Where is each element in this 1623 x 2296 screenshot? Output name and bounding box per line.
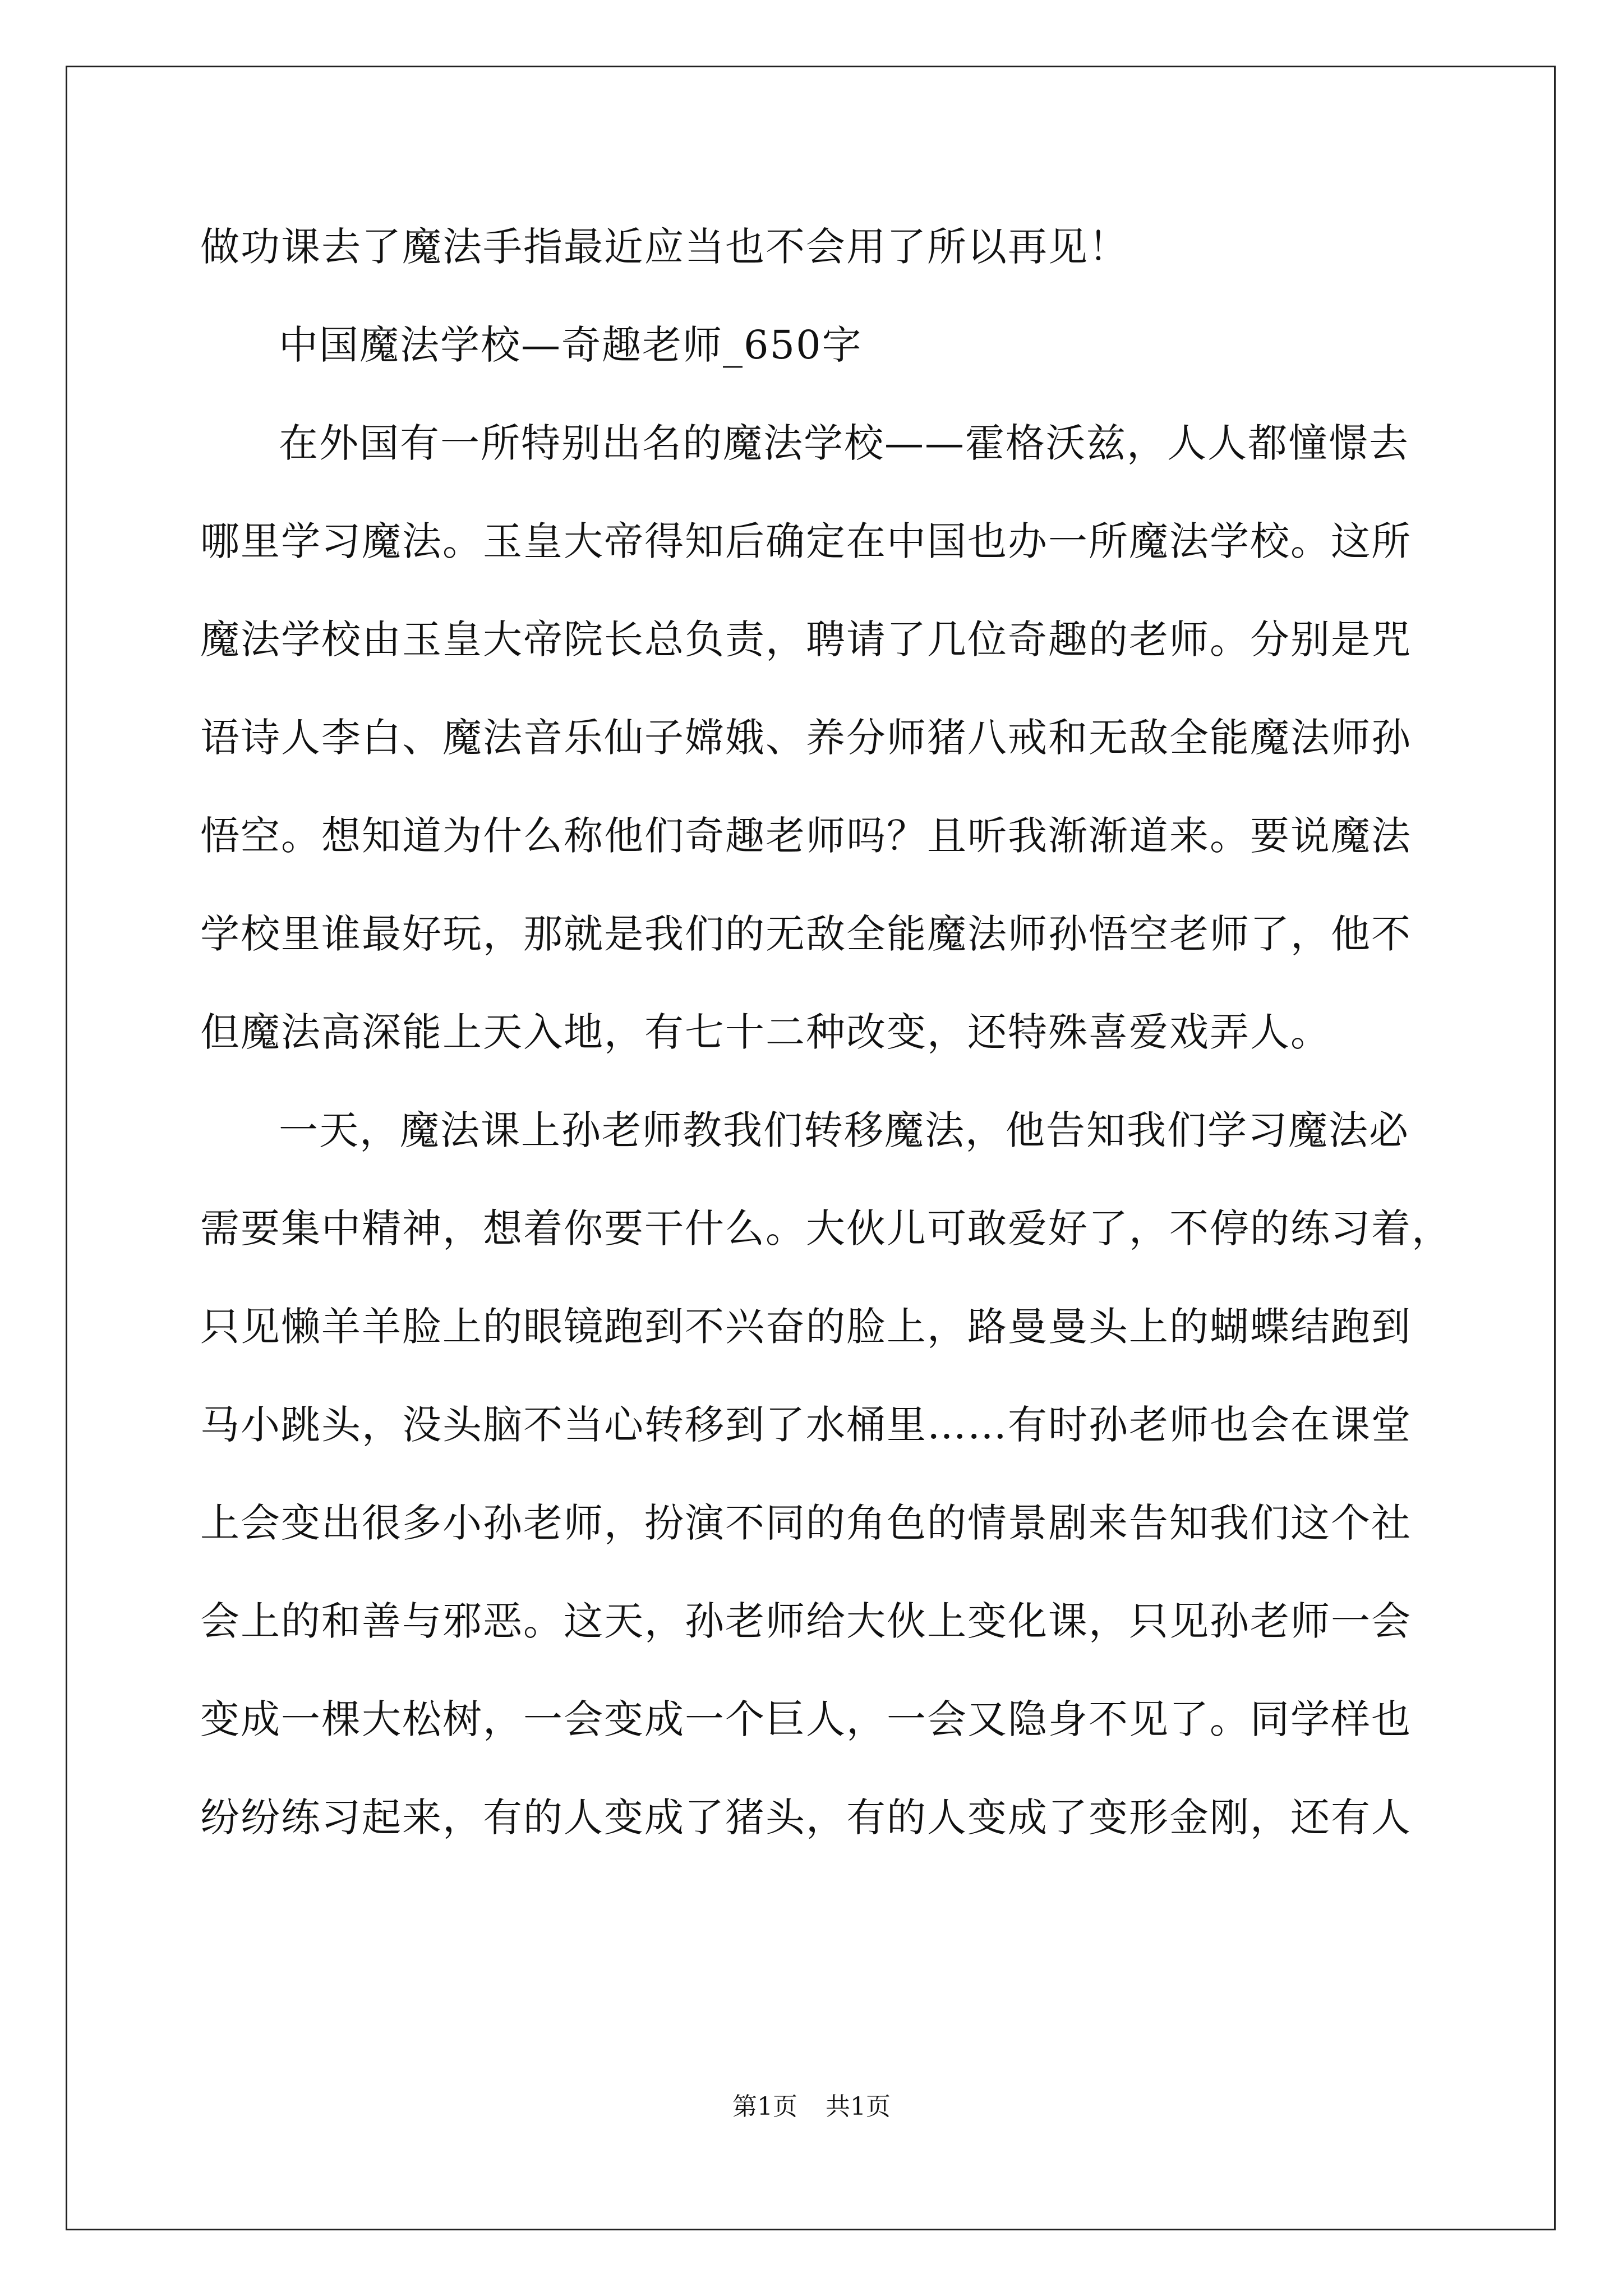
article-title: 中国魔法学校—奇趣老师_650字: [279, 322, 863, 368]
page-number-total: 共1页: [826, 2092, 891, 2121]
text-line: 需要集中精神，想着你要干什么。大伙儿可敢爱好了，不停的练习着，: [200, 1205, 1452, 1251]
text-line: 纷纷练习起来，有的人变成了猪头，有的人变成了变形金刚，还有人: [200, 1795, 1412, 1841]
text-line: 悟空。想知道为什么称他们奇趣老师吗？且听我渐渐道来。要说魔法: [200, 813, 1412, 859]
text-line: 只见懒羊羊脸上的眼镜跑到不兴奋的脸上，路曼曼头上的蝴蝶结跑到: [200, 1304, 1412, 1350]
text-line: 但魔法高深能上天入地，有七十二种改变，还特殊喜爱戏弄人。: [200, 1009, 1331, 1055]
text-line: 哪里学习魔法。玉皇大帝得知后确定在中国也办一所魔法学校。这所: [200, 518, 1412, 564]
page-number-current: 第1页: [732, 2092, 797, 2121]
text-line: 魔法学校由玉皇大帝院长总负责，聘请了几位奇趣的老师。分别是咒: [200, 616, 1412, 662]
text-line: 上会变出很多小孙老师，扮演不同的角色的情景剧来告知我们这个社: [200, 1500, 1412, 1546]
text-line: 变成一棵大松树，一会变成一个巨人，一会又隐身不见了。同学样也: [200, 1696, 1412, 1742]
text-line: 在外国有一所特别出名的魔法学校——霍格沃兹，人人都憧憬去: [279, 420, 1409, 466]
text-line: 语诗人李白、魔法音乐仙子嫦娥、养分师猪八戒和无敌全能魔法师孙: [200, 715, 1412, 761]
text-line: 会上的和善与邪恶。这天，孙老师给大伙上变化课，只见孙老师一会: [200, 1598, 1412, 1644]
text-line: 做功课去了魔法手指最近应当也不会用了所以再见！: [200, 224, 1129, 270]
page-footer: [0, 2090, 1623, 2124]
text-line: 马小跳头，没头脑不当心转移到了水桶里……有时孙老师也会在课堂: [200, 1402, 1412, 1448]
text-line: 学校里谁最好玩，那就是我们的无敌全能魔法师孙悟空老师了，他不: [200, 911, 1412, 957]
text-line: 一天，魔法课上孙老师教我们转移魔法，他告知我们学习魔法必: [279, 1107, 1409, 1153]
